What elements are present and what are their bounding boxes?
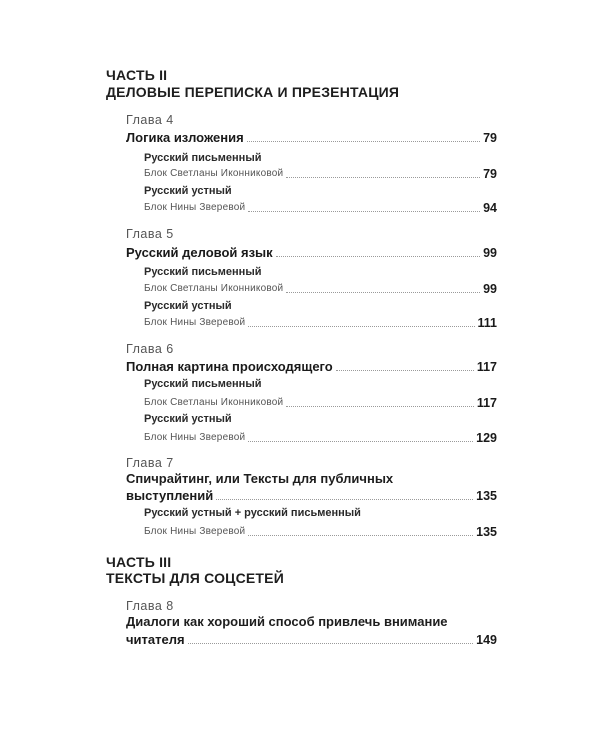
chapter-4-entry[interactable]	[126, 128, 497, 146]
chapter-title-cont: выступлений	[126, 488, 214, 503]
page-number: 94	[483, 201, 497, 215]
chapter-8-label: Глава 8	[126, 599, 174, 613]
dot-leader	[248, 535, 473, 536]
dot-leader	[248, 441, 473, 442]
section-entry[interactable]	[144, 313, 497, 331]
section-title: Русский письменный	[144, 378, 262, 390]
dot-leader	[336, 370, 474, 371]
chapter-title-cont: читателя	[126, 632, 185, 647]
dot-leader	[216, 499, 473, 500]
section-author: Блок Светланы Иконниковой	[144, 397, 284, 408]
page-number: 79	[483, 167, 497, 181]
section-title: Русский письменный	[144, 152, 262, 164]
page-number: 129	[476, 431, 497, 445]
section-author: Блок Нины Зверевой	[144, 526, 246, 537]
section-author: Блок Нины Зверевой	[144, 202, 246, 213]
dot-leader	[188, 643, 474, 644]
dot-leader	[286, 406, 474, 407]
page-number: 135	[476, 525, 497, 539]
chapter-8-entry[interactable]	[126, 630, 497, 648]
section-entry[interactable]	[144, 522, 497, 540]
section-author: Блок Светланы Иконниковой	[144, 168, 284, 179]
chapter-6-entry[interactable]	[126, 357, 497, 375]
dot-leader	[276, 256, 480, 257]
section-title: Русский устный	[144, 413, 232, 425]
section-entry[interactable]	[144, 393, 497, 411]
chapter-7-entry[interactable]	[126, 486, 497, 504]
chapter-5-label: Глава 5	[126, 227, 174, 241]
dot-leader	[286, 292, 480, 293]
section-entry[interactable]	[144, 164, 497, 182]
page-number: 117	[476, 396, 497, 410]
part-3-label: ЧАСТЬ III	[106, 554, 172, 570]
part-3-title: ТЕКСТЫ ДЛЯ СОЦСЕТЕЙ	[106, 570, 284, 586]
chapter-6-label: Глава 6	[126, 342, 174, 356]
chapter-5-entry[interactable]	[126, 243, 497, 261]
chapter-title: Спичрайтинг, или Тексты для публичных	[126, 471, 394, 486]
page-number: 149	[476, 633, 497, 647]
section-entry[interactable]	[144, 279, 497, 297]
chapter-title: Логика изложения	[126, 130, 244, 145]
chapter-7-label: Глава 7	[126, 456, 174, 470]
dot-leader	[286, 177, 480, 178]
dot-leader	[248, 326, 474, 327]
section-title: Русский устный	[144, 300, 232, 312]
page-number: 117	[476, 360, 497, 374]
page-number: 99	[483, 246, 497, 260]
section-entry[interactable]	[144, 198, 497, 216]
section-title: Русский устный	[144, 185, 232, 197]
chapter-title: Диалоги как хороший способ привлечь внимание	[126, 614, 448, 629]
section-author: Блок Нины Зверевой	[144, 432, 246, 443]
part-2-title: ДЕЛОВЫЕ ПЕРЕПИСКА И ПРЕЗЕНТАЦИЯ	[106, 84, 400, 100]
chapter-title: Русский деловой язык	[126, 245, 273, 260]
dot-leader	[248, 211, 480, 212]
section-entry[interactable]	[144, 428, 497, 446]
page-number: 111	[477, 316, 497, 330]
dot-leader	[247, 141, 480, 142]
chapter-title: Полная картина происходящего	[126, 359, 333, 374]
section-author: Блок Светланы Иконниковой	[144, 283, 284, 294]
page-number: 135	[476, 489, 497, 503]
section-author: Блок Нины Зверевой	[144, 317, 246, 328]
page-number: 79	[483, 131, 497, 145]
section-title: Русский устный + русский письменный	[144, 507, 361, 519]
section-title: Русский письменный	[144, 266, 262, 278]
page-number: 99	[483, 282, 497, 296]
chapter-4-label: Глава 4	[126, 113, 174, 127]
part-2-label: ЧАСТЬ II	[106, 67, 168, 83]
